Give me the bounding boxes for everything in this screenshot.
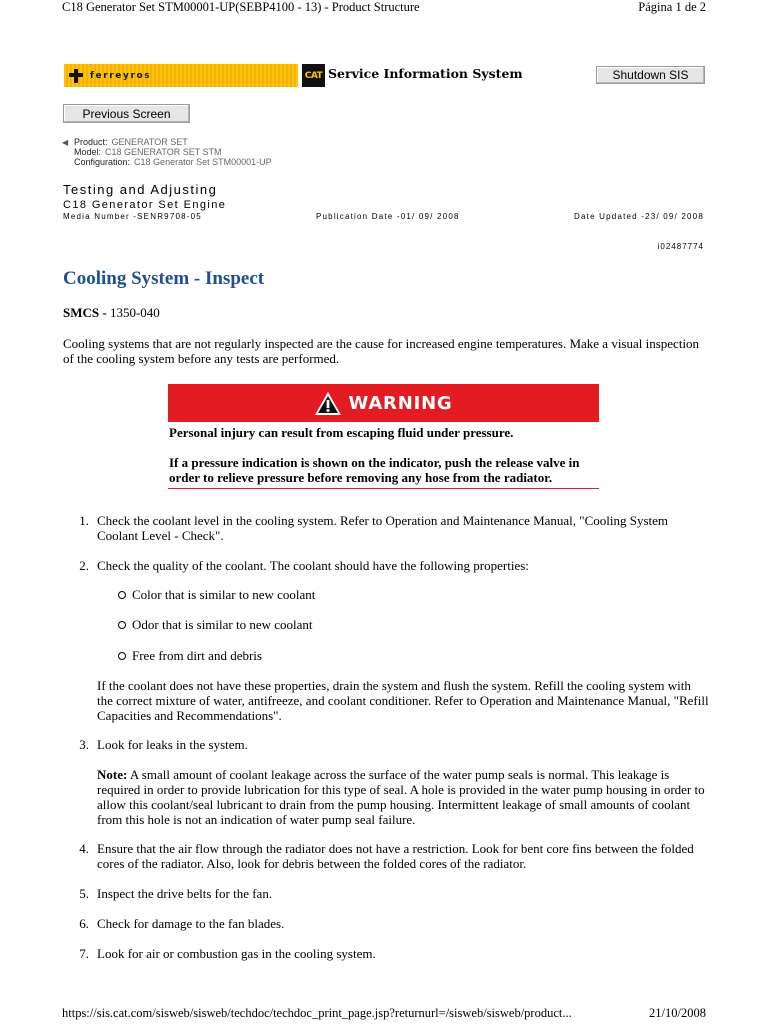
print-page-number: Página 1 de 2 [638,0,706,14]
smcs-value: 1350-040 [109,305,160,320]
warning-label: WARNING [348,392,453,414]
circle-bullet-icon [118,621,126,629]
section-subtitle: C18 Generator Set Engine [63,199,227,211]
smcs-label: SMCS - [63,305,107,320]
warning-text-1: Personal injury can result from escaping fluid under pressure. [169,425,514,440]
leak-note [97,767,709,827]
coolant-property-text: Color that is similar to new coolant [132,587,316,602]
print-footer-date: 21/10/2008 [649,1006,706,1020]
breadcrumb-config-value[interactable]: C18 Generator Set STM00001-UP [134,157,272,167]
coolant-property-text: Free from dirt and debris [132,648,262,663]
media-number: Media Number -SENR9708-05 [63,212,202,221]
note-label: Note: [97,767,128,782]
cat-logo: CAT [302,64,325,87]
previous-screen-button[interactable]: Previous Screen [63,104,190,123]
breadcrumb-config-label: Configuration: [74,157,131,167]
warning-text-2: If a pressure indication is shown on the indicator, push the release valve in order to relieve pressure before removing any hose from the radiator. [169,455,580,485]
ferreyros-f-icon [69,69,83,83]
step-text: Look for leaks in the system. [97,737,248,752]
print-header-title: C18 Generator Set STM00001-UP(SEBP4100 - 13) - Product Structure [62,0,420,14]
smcs-code [63,305,160,321]
publication-date: Publication Date -01/ 09/ 2008 [316,212,460,221]
step-text: Inspect the drive belts for the fan. [97,886,273,901]
step-number: 6. [79,916,89,931]
circle-bullet-icon [118,591,126,599]
step-text: Ensure that the air flow through the radiator does not have a restriction. Look for bent core fins between the folded cores of the radiator. Also, look for debris between the folded cores of the radiator. [97,841,694,871]
print-footer-url: https://sis.cat.com/sisweb/sisweb/techdoc/techdoc_print_page.jsp?returnurl=/sisweb/sisweb/product... [62,1006,572,1020]
step-number: 1. [79,513,89,528]
step-number: 3. [79,737,89,752]
step-number: 2. [79,558,89,573]
step-text: Check the quality of the coolant. The coolant should have the following properties: [97,558,529,573]
breadcrumb-configuration [62,157,272,167]
shutdown-sis-button[interactable]: Shutdown SIS [596,66,705,84]
breadcrumb [62,137,272,167]
step-text: Look for air or combustion gas in the cooling system. [97,946,376,961]
breadcrumb-product-label: Product: [74,137,108,147]
page-title: Cooling System - Inspect [63,268,265,289]
breadcrumb-product [62,137,272,147]
warning-divider [168,488,599,489]
step-number: 5. [79,886,89,901]
step-text: Check the coolant level in the cooling system. Refer to Operation and Maintenance Manual, "Cooling System Coolant Level - Check". [97,513,669,543]
coolant-note: If the coolant does not have these properties, drain the system and flush the system. Refill the cooling system with the correct mixture of water, antifreeze, and coolant conditioner. Refer to Operation and Maintenance Manual, "Refill Capacities and Recommendations". [97,678,709,723]
section-title: Testing and Adjusting [63,182,218,197]
dealer-logo-text: ferreyros [90,70,152,81]
date-updated: Date Updated -23/ 09/ 2008 [574,212,704,221]
note-text: A small amount of coolant leakage across the surface of the water pump seals is normal. This leakage is required in order to provide lubrication for this type of seal. A hole is provided in the water pump housing in order to allow this coolant/seal lubricant to drain from the pump housing. Intermittent leakage of small amounts of coolant from this hole is not an indication of water pump seal failure. [97,767,705,827]
step-text: Check for damage to the fan blades. [97,916,285,931]
coolant-property-text: Odor that is similar to new coolant [132,617,313,632]
dealer-logo [64,64,298,87]
step-number: 4. [79,841,89,856]
document-id: i02487774 [657,242,704,251]
sis-title: Service Information System [328,66,523,81]
breadcrumb-model-value[interactable]: C18 GENERATOR SET STM [105,147,222,157]
breadcrumb-model [62,147,272,157]
circle-bullet-icon [118,652,126,660]
step-number: 7. [79,946,89,961]
warning-triangle-icon [314,390,342,416]
warning-banner [168,384,599,422]
breadcrumb-product-value[interactable]: GENERATOR SET [111,137,188,147]
back-arrow-icon[interactable]: ◀ [62,138,69,147]
intro-paragraph: Cooling systems that are not regularly inspected are the cause for increased engine temperatures. Make a visual inspection of the cooling system before any tests are performed. [63,336,700,366]
breadcrumb-model-label: Model: [74,147,102,157]
